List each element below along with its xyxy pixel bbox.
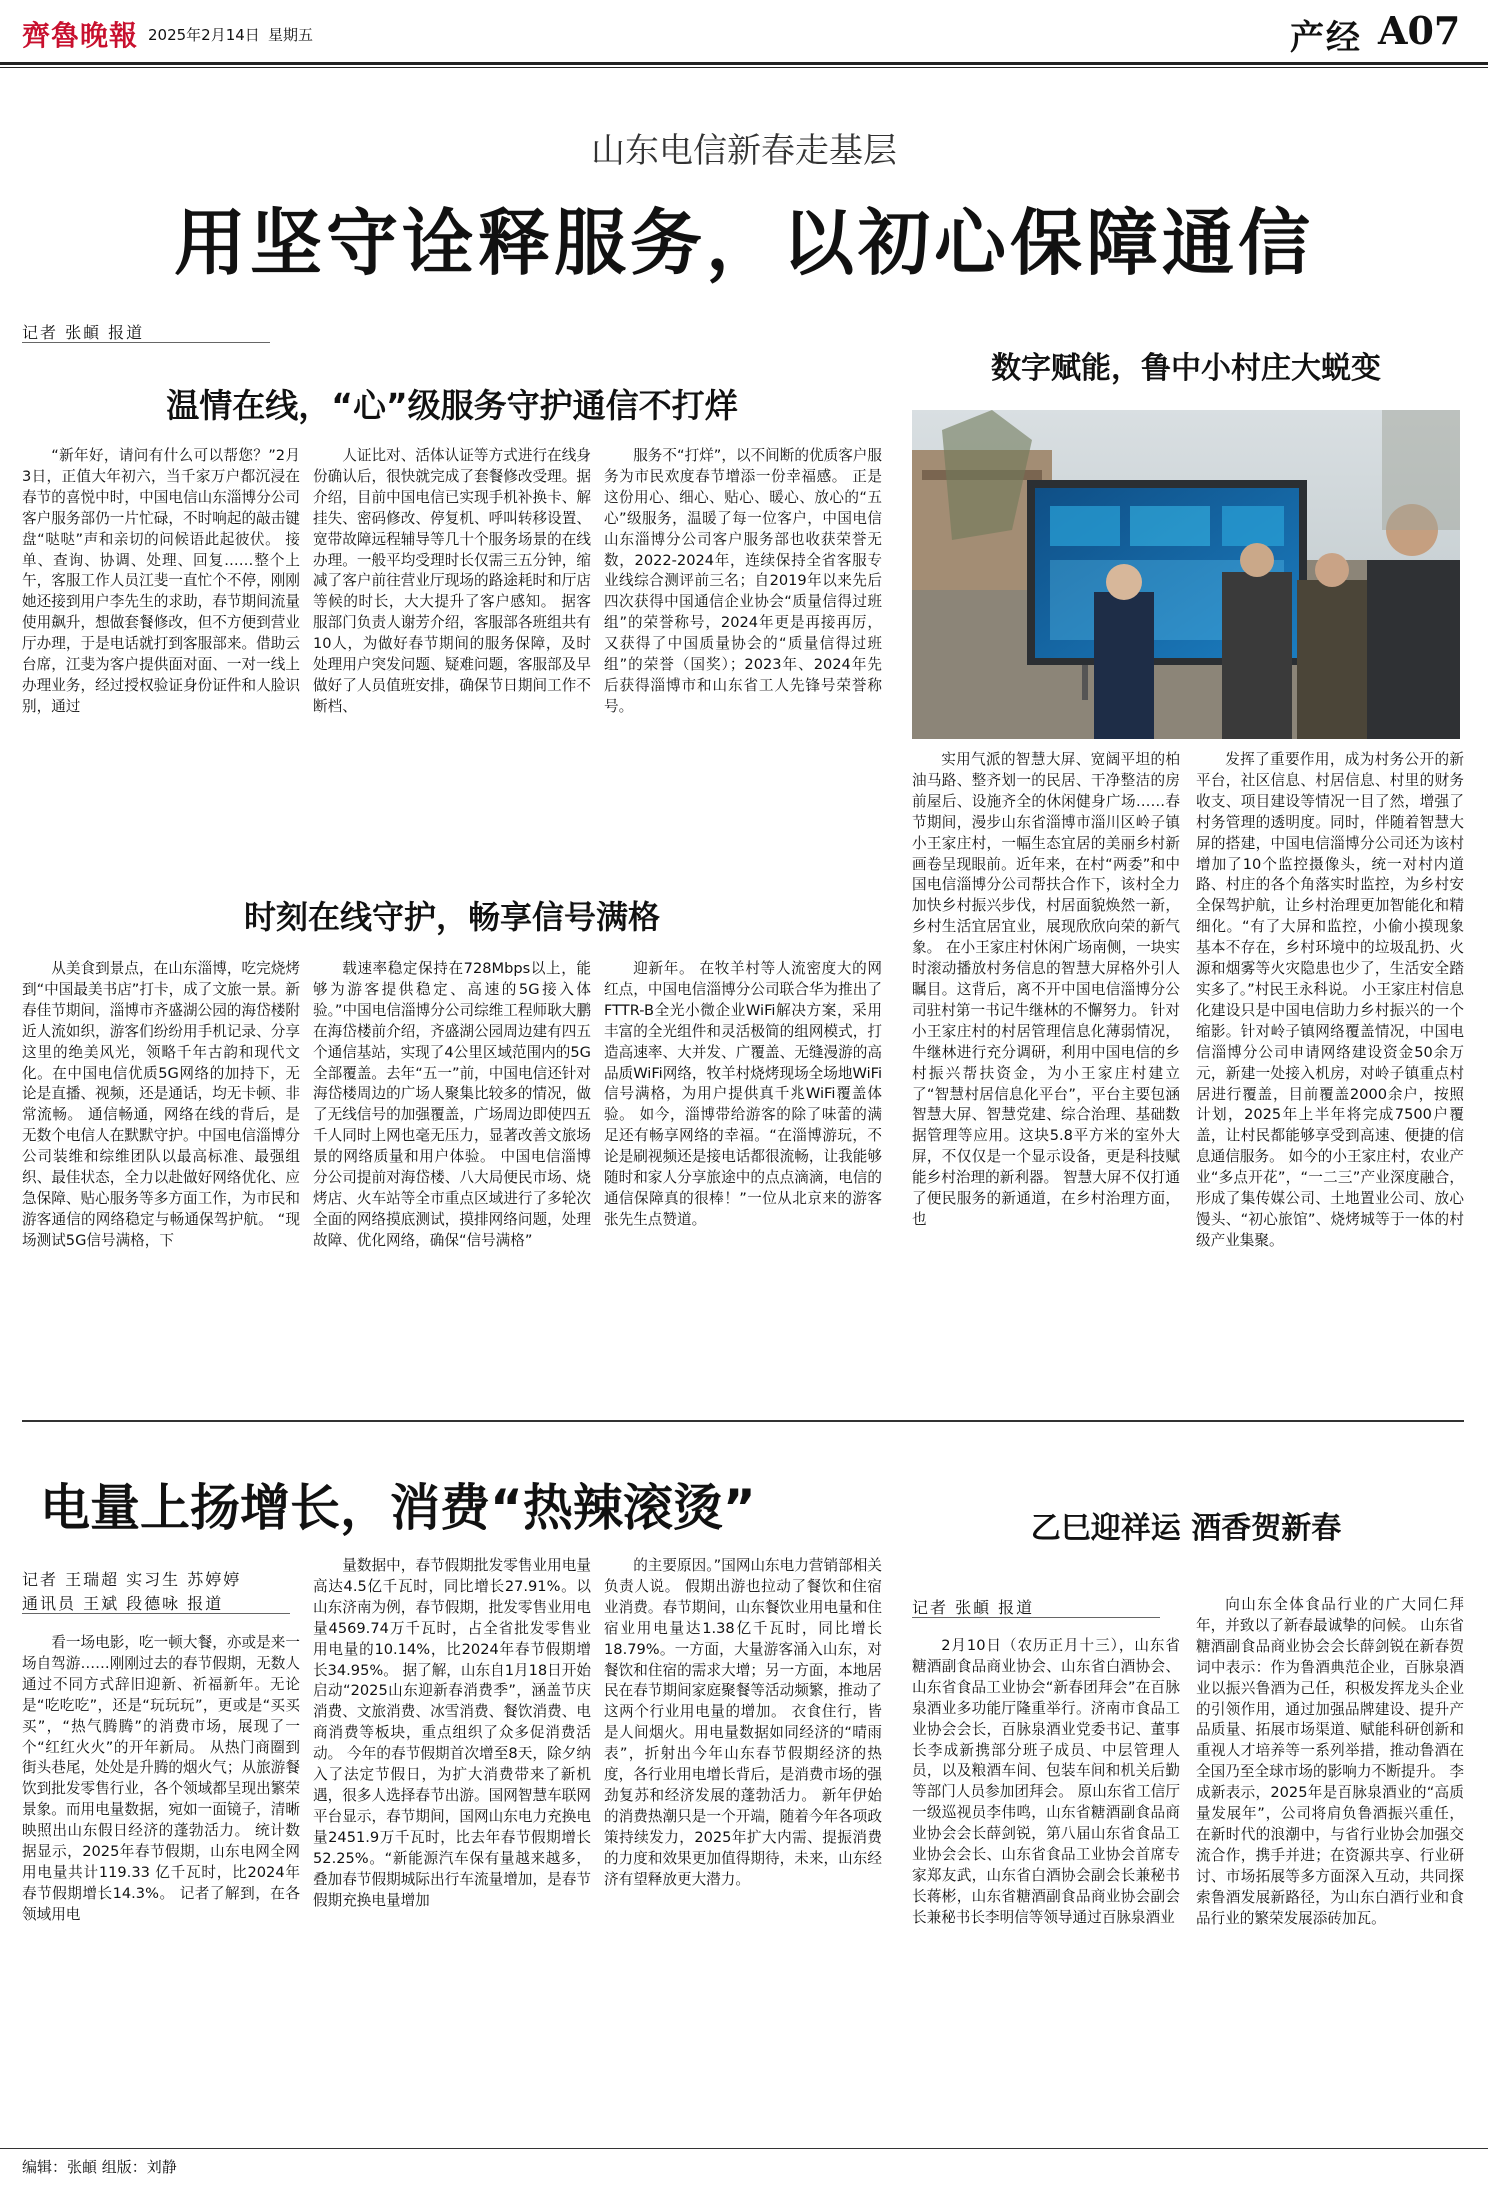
sidebar2-byline: 记者 张頔 报道 (912, 1598, 1035, 1617)
sidebar1-title: 数字赋能，鲁中小村庄大蜕变 (991, 351, 1381, 386)
article2-title: 电量上扬增长，消费“热辣滚烫” (40, 1479, 756, 1537)
article1-section1-col2: 人证比对、活体认证等方式进行在线身份确认后，很快就完成了套餐修改受理。据介绍，目前中国电信已实现手机补换卡、解挂失、密码修改、停复机、呼叫转移设置、宽带故障远程辅导等几十个服务场景的在线办理。一般平均受理时长仅需三五分钟，缩减了客户前往营业厅现场的路途耗时和厅店等候的时长，大大提升了客户感知。 据客服部门负责人谢芳介绍，客服部各班组共有10人，为做好春节期间的服务保障，及时处理用户突发问题、疑难问题，客服部及早做好了人员值班安排，确保节日期间工作不断档、 (313, 447, 591, 715)
kicker: 山东电信新春走基层 (591, 131, 897, 171)
byline-rule (22, 342, 270, 343)
article1-section2-col1: 从美食到景点，在山东淄博，吃完烧烤到“中国最美书店”打卡，成了文旅一景。新春佳节期间，淄博市齐盛湖公园的海岱楼附近人流如织，游客们纷纷用手机记录、分享这里的绝美风光，领略千年古韵和现代文化。在中国电信优质5G网络的加持下，无论是直播、视频，还是通话，均无卡顿、非常流畅。 通信畅通，网络在线的背后，是无数个电信人在默默守护。中国电信淄博分公司装维和综维团队以最高标准、最强组织、最佳状态，全力以赴做好网络优化、应急保障、贴心服务等多方面工作，为市民和游客通信的网络稳定与畅通保驾护航。 “现场测试5G信号满格，下 (22, 960, 300, 1249)
page-section: 产经 (1290, 18, 1362, 58)
village-smart-screen-photo (912, 410, 1460, 739)
article1-byline: 记者 张頔 报道 (22, 323, 145, 342)
byline-rule (22, 1613, 290, 1614)
article2-byline2: 通讯员 王斌 段德咏 报道 (22, 1594, 224, 1613)
sidebar1-col1: 实用气派的智慧大屏、宽阔平坦的柏油马路、整齐划一的民居、干净整洁的房前屋后、设施齐全的休闲健身广场……春节期间，漫步山东省淄博市淄川区岭子镇小王家庄村，一幅生态宜居的美丽乡村新画卷呈现眼前。近年来，在村“两委”和中国电信淄博分公司帮扶合作下，该村全力加快乡村振兴步伐，村居面貌焕然一新，乡村生活宜居宜业，展现欣欣向荣的新气象。 在小王家庄村休闲广场南侧，一块实时滚动播放村务信息的智慧大屏格外引人瞩目。这背后，离不开中国电信淄博分公司驻村第一书记牛继林的不懈努力。 针对小王家庄村的村居管理信息化薄弱情况，牛继林进行充分调研，利用中国电信的乡村振兴帮扶资金，为小王家庄村建立了“智慧村居信息化平台”，平台主要包涵智慧大屏、智慧党建、综合治理、基础数据管理等应用。这块5.8平方米的室外大屏，不仅仅是一个显示设备，更是科技赋能乡村治理的新利器。 智慧大屏不仅打通了便民服务的新通道，在乡村治理方面，也 (912, 751, 1180, 1228)
photo-illustration (912, 410, 1460, 739)
issue-weekday: 星期五 (268, 26, 314, 44)
article1-section1-title: 温情在线，“心”级服务守护通信不打烊 (166, 386, 738, 425)
sidebar1-col2: 发挥了重要作用，成为村务公开的新平台，社区信息、村居信息、村里的财务收支、项目建设等情况一目了然，增强了村务管理的透明度。同时，伴随着智慧大屏的搭建，中国电信淄博分公司还为该村增加了10个监控摄像头，统一对村内道路、村庄的各个角落实时监控，为乡村安全保驾护航，让乡村治理更加智能化和精细化。“有了大屏和监控，小偷小摸现象基本不存在，乡村环境中的垃圾乱扔、火源和烟雾等火灾隐患也少了，生活安全踏实多了。”村民王永科说。 小王家庄村信息化建设只是中国电信助力乡村振兴的一个缩影。针对岭子镇网络覆盖情况，中国电信淄博分公司申请网络建设资金50余万元，新建一处接入机房，对岭子镇重点村居进行覆盖，目前覆盖2000余户，按照计划，2025年上半年将完成7500户覆盖，让村民都能够享受到高速、便捷的信息通信服务。 如今的小王家庄村，农业产业“多点开花”，“一二三”产业深度融合，形成了集传媒公司、土地置业公司、放心馒头、“初心旅馆”、烧烤城等于一体的村级产业集聚。 (1196, 751, 1464, 1249)
article1-section2-col3: 迎新年。 在牧羊村等人流密度大的网红点，中国电信淄博分公司联合华为推出了FTTR-B全光小微企业WiFi解决方案，采用丰富的全光组件和灵活极简的组网模式，打造高速率、大并发、广覆盖、无缝漫游的高品质WiFi网络，牧羊村烧烤现场全场地WiFi信号满格，为用户提供真千兆WiFi覆盖体验。 如今，淄博带给游客的除了味蕾的满足还有畅享网络的幸福。“在淄博游玩，不论是刷视频还是接电话都很流畅，让我能够随时和家人分享旅途中的点点滴滴，电信的通信保障真的很棒！”一位从北京来的游客张先生点赞道。 (604, 960, 882, 1228)
masthead-rule (0, 62, 1488, 65)
newspaper-logo: 齊魯晚報 (22, 19, 139, 52)
footer-rule (0, 2148, 1488, 2149)
page-number: A07 (1378, 8, 1461, 53)
sidebar2-col2: 向山东全体食品行业的广大同仁拜年，并致以了新春最诚挚的问候。 山东省糖酒副食品商业协会会长薛剑锐在新春贺词中表示：作为鲁酒典范企业，百脉泉酒业以振兴鲁酒为己任，积极发挥龙头企业的引领作用，通过加强品牌建设、提升产品质量、拓展市场渠道、赋能科研创新和重视人才培养等一系列举措，推动鲁酒在全国乃至全球市场的影响力不断提升。 李成新表示，2025年是百脉泉酒业的“高质量发展年”，公司将肩负鲁酒振兴重任，在新时代的浪潮中，与省行业协会加强交流合作，携手并进；在资源共享、行业研讨、市场拓展等多方面深入互动，共同探索鲁酒发展新路径，为山东白酒行业和食品行业的繁荣发展添砖加瓦。 (1196, 1596, 1464, 1927)
article1-section2-col2: 载速率稳定保持在728Mbps以上，能够为游客提供稳定、高速的5G接入体验。”中国电信淄博分公司综维工程师耿大鹏在海岱楼前介绍，齐盛湖公园周边建有四五个通信基站，实现了4公里区域范围内的5G全部覆盖。去年“五一”前，中国电信还针对海岱楼周边的广场人聚集比较多的情况，做了无线信号的加强覆盖，广场周边即使四五千人同时上网也毫无压力，显著改善文旅场景的网络质量和用户体验。 中国电信淄博分公司提前对海岱楼、八大局便民市场、烧烤店、火车站等全市重点区域进行了多轮次全面的网络摸底测试，摸排网络问题，处理故障、优化网络，确保“信号满格” (313, 960, 591, 1249)
section-divider (22, 1420, 1464, 1422)
footer-editor: 编辑：张頔 组版：刘静 (22, 2158, 177, 2176)
article2-col3: 的主要原因。”国网山东电力营销部相关负责人说。 假期出游也拉动了餐饮和住宿业消费。春节期间，山东餐饮业用电量和住宿业用电量达1.38亿千瓦时，同比增长18.79%。一方面，大量游客涌入山东，对餐饮和住宿的需求大增；另一方面，本地居民在春节期间家庭聚餐等活动频繁，推动了这两个行业用电量的增加。 衣食住行，皆是人间烟火。用电量数据如同经济的“晴雨表”，折射出今年山东春节假期经济的热度，各行业用电增长背后，是消费市场的强劲复苏和经济发展的蓬勃活力。 新年伊始的消费热潮只是一个开端，随着今年各项政策持续发力，2025年扩大内需、提振消费的力度和效果更加值得期待，未来，山东经济有望释放更大潜力。 (604, 1557, 882, 1888)
article1-section2-title: 时刻在线守护，畅享信号满格 (243, 898, 660, 936)
page-headline: 用坚守诠释服务，以初心保障通信 (173, 201, 1314, 285)
article2-col2: 量数据中，春节假期批发零售业用电量高达4.5亿千瓦时，同比增长27.91%。以山东济南为例，春节假期，批发零售业用电量4569.74万千瓦时，占全省批发零售业用电量的10.14%，比2024年春节假期增长34.95%。 据了解，山东自1月18日开始启动“2025山东迎新春消费季”，涵盖节庆消费、文旅消费、冰雪消费、餐饮消费、电商消费等板块，重点组织了众多促消费活动。 今年的春节假期首次增至8天，除夕纳入了法定节假日，为扩大消费带来了新机遇，很多人选择春节出游。国网智慧车联网平台显示，春节期间，国网山东电力充换电量2451.9万千瓦时，比去年春节假期增长52.25%。“新能源汽车保有量越来越多，叠加春节假期城际出行车流量增加，是春节假期充换电量增加 (313, 1557, 591, 1909)
article1-section1-col1: “新年好，请问有什么可以帮您？”2月3日，正值大年初六，当千家万户都沉浸在春节的喜悦中时，中国电信山东淄博分公司客户服务部仍一片忙碌，不时响起的敲击键盘“哒哒”声和亲切的问候语此起彼伏。 接单、查询、协调、处理、回复……整个上午，客服工作人员江斐一直忙个不停，刚刚她还接到用户李先生的求助，春节期间流量使用飙升，想做套餐修改，但不方便到营业厅办理，于是电话就打到客服部来。借助云台席，江斐为客户提供面对面、一对一线上办理业务，经过授权验证身份证件和人脸识别，通过 (22, 447, 300, 715)
masthead-rule-thin (0, 67, 1488, 68)
article2-byline1: 记者 王瑞超 实习生 苏婷婷 (22, 1570, 242, 1589)
article2-col1: 看一场电影，吃一顿大餐，亦或是来一场自驾游……刚刚过去的春节假期，无数人通过不同方式辞旧迎新、祈福新年。无论是“吃吃吃”，还是“玩玩玩”，更或是“买买买”，“热气腾腾”的消费市场，展现了一个“红红火火”的开年新局。 从热门商圈到街头巷尾，处处是升腾的烟火气；从旅游餐饮到批发零售行业，各个领域都呈现出繁荣景象。而用电量数据，宛如一面镜子，清晰映照出山东假日经济的蓬勃活力。 统计数据显示，2025年春节假期，山东电网全网用电量共计119.33 亿千瓦时，比2024年春节假期增长14.3%。 记者了解到，在各领域用电 (22, 1634, 300, 1923)
sidebar2-title: 乙巳迎祥运 酒香贺新春 (1030, 1511, 1342, 1546)
sidebar2-col1: 2月10日（农历正月十三），山东省糖酒副食品商业协会、山东省白酒协会、山东省食品工业协会“新春团拜会”在百脉泉酒业多功能厅隆重举行。济南市食品工业协会会长，百脉泉酒业党委书记、董事长李成新携部分班子成员、中层管理人员，以及粮酒车间、包装车间和机关后勤等部门人员参加团拜会。 原山东省工信厅一级巡视员李伟鸣，山东省糖酒副食品商业协会会长薛剑锐，第八届山东省食品工业协会会长、山东省食品工业协会首席专家郑友武，山东省白酒协会副会长兼秘书长蒋彬，山东省糖酒副食品商业协会副会长兼秘书长李明信等领导通过百脉泉酒业 (912, 1637, 1180, 1926)
byline-rule (912, 1617, 1160, 1618)
article1-section1-col3: 服务不“打烊”，以不间断的优质客户服务为市民欢度春节增添一份幸福感。 正是这份用心、细心、贴心、暖心、放心的“五心”级服务，温暖了每一位客户，中国电信山东淄博分公司客户服务部也收获荣誉无数，2022-2024年，连续保持全省客服专业线综合测评前三名；自2019年以来先后四次获得中国通信企业协会“质量信得过班组”的荣誉称号，2024年更是再接再厉，又获得了中国质量协会的“质量信得过班组”的荣誉（国奖）；2023年、2024年先后获得淄博市和山东省工人先锋号荣誉称号。 (604, 447, 882, 715)
issue-date: 2025年2月14日 (148, 26, 260, 44)
